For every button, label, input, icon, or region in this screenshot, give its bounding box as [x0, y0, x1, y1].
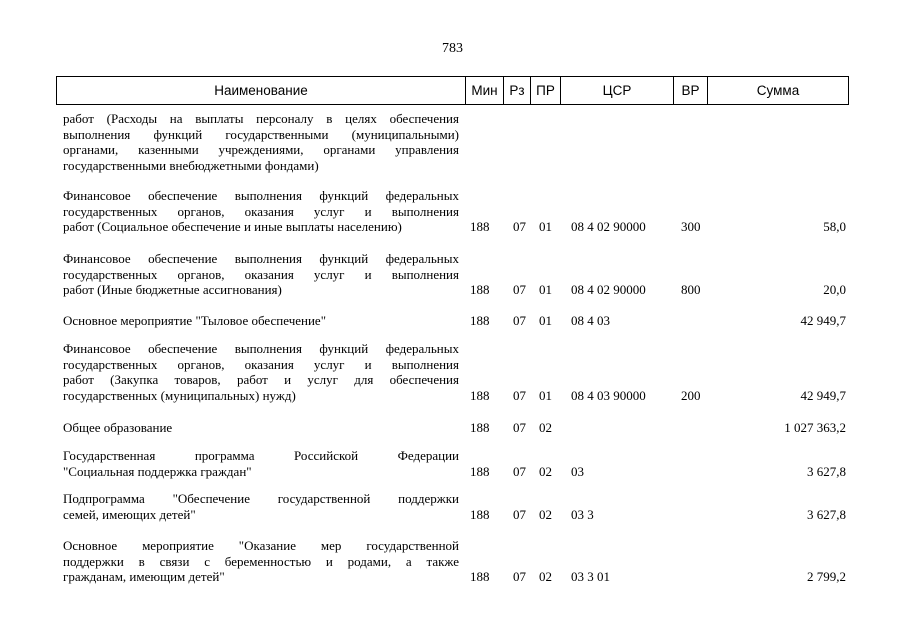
row-name-line: Общее образование: [63, 420, 173, 435]
column-header-sum: Сумма: [756, 83, 800, 98]
row-name-line: Основное мероприятие "Тыловое обеспечение": [63, 313, 326, 328]
row-name-line: семей, имеющих детей": [63, 506, 196, 522]
row-csr: 08 4 03 90000: [571, 387, 646, 403]
row-pr: 02: [539, 506, 552, 522]
row-csr: 08 4 02 90000: [571, 219, 646, 234]
row-name: [63, 448, 459, 479]
row-rz: 07: [513, 313, 526, 328]
row-name-line: Финансовое обеспечение выполнения функций федеральных: [63, 188, 459, 203]
row-name-line: государственных органов, оказания услуг и выполнения: [63, 266, 459, 282]
row-csr: 08 4 02 90000: [571, 282, 646, 297]
row-sum: 42 949,7: [800, 387, 846, 403]
row-name-line: работ (Расходы на выплаты персоналу в целях обеспечения: [63, 111, 459, 126]
row-pr: 01: [539, 387, 552, 403]
row-name-line: Государственная программа Российской Федерации: [63, 448, 459, 463]
row-sum: 3 627,8: [807, 463, 846, 479]
row-min: 188: [470, 313, 490, 328]
row-rz: 07: [513, 420, 526, 435]
row-name: [63, 251, 459, 298]
row-pr: 01: [539, 282, 552, 297]
row-sum: 3 627,8: [807, 506, 846, 522]
row-name-line: гражданам, имеющим детей": [63, 569, 225, 584]
page-number: 783: [442, 41, 463, 56]
row-pr: 01: [539, 219, 552, 234]
row-name-line: работ (Иные бюджетные ассигнования): [63, 282, 282, 297]
column-header-pr: ПР: [531, 77, 561, 104]
row-name-line: Основное мероприятие "Оказание мер государственной: [63, 538, 459, 553]
row-min: 188: [470, 569, 490, 584]
row-sum: 20,0: [823, 282, 846, 297]
row-min: 188: [470, 420, 490, 435]
row-csr: 08 4 03: [571, 313, 610, 328]
row-min: 188: [470, 282, 490, 297]
row-pr: 02: [539, 463, 552, 479]
row-sum: 1 027 363,2: [784, 420, 846, 435]
row-name-line: "Социальная поддержка граждан": [63, 463, 252, 479]
row-name-line: поддержки в связи с беременностью и родами, а также: [63, 553, 459, 569]
row-rz: 07: [513, 506, 526, 522]
row-min: 188: [470, 219, 490, 234]
row-name-line: Финансовое обеспечение выполнения функций федеральных: [63, 341, 459, 356]
row-name-line: Подпрограмма "Обеспечение государственной поддержки: [63, 491, 459, 506]
row-min: 188: [470, 387, 490, 403]
row-name-line: государственных органов, оказания услуг и выполнения: [63, 203, 459, 219]
row-name-line: выполнения функций государственными (муниципальными): [63, 126, 459, 142]
row-name: [63, 538, 459, 585]
row-name: [63, 341, 459, 403]
row-name-line: работ (Социальное обеспечение и иные выплаты населению): [63, 219, 402, 234]
row-vr: 300: [681, 219, 701, 234]
row-name-line: государственных органов, оказания услуг и выполнения: [63, 356, 459, 372]
row-rz: 07: [513, 463, 526, 479]
column-header-rz: Рз: [504, 77, 531, 104]
row-name-line: государственных (муниципальных) нужд): [63, 387, 296, 403]
row-rz: 07: [513, 219, 526, 234]
row-min: 188: [470, 506, 490, 522]
row-name-line: работ (Закупка товаров, работ и услуг для обеспечения: [63, 372, 459, 387]
row-rz: 07: [513, 387, 526, 403]
row-name-line: государственными внебюджетными фондами): [63, 157, 319, 173]
row-rz: 07: [513, 569, 526, 584]
row-sum: 58,0: [823, 219, 846, 234]
row-csr: 03 3: [571, 506, 594, 522]
row-min: 188: [470, 463, 490, 479]
table-header: [56, 76, 849, 105]
row-pr: 02: [539, 420, 552, 435]
row-name-line: органами, казенными учреждениями, органами управления: [63, 142, 459, 157]
row-sum: 2 799,2: [807, 569, 846, 584]
row-vr: 200: [681, 387, 701, 403]
row-sum: 42 949,7: [800, 313, 846, 328]
row-pr: 01: [539, 313, 552, 328]
row-name: [63, 313, 459, 329]
row-csr: 03 3 01: [571, 569, 610, 584]
row-name: [63, 491, 459, 522]
row-name: [63, 420, 459, 436]
row-csr: 03: [571, 463, 584, 479]
column-header-csr: ЦСР: [561, 77, 674, 104]
column-header-min: Мин: [466, 77, 504, 104]
column-header-name: Наименование: [57, 77, 466, 104]
row-rz: 07: [513, 282, 526, 297]
row-name-line: Финансовое обеспечение выполнения функций федеральных: [63, 251, 459, 266]
column-header-vr: ВР: [674, 77, 708, 104]
row-name: [63, 111, 459, 173]
row-vr: 800: [681, 282, 701, 297]
row-pr: 02: [539, 569, 552, 584]
row-name: [63, 188, 459, 235]
